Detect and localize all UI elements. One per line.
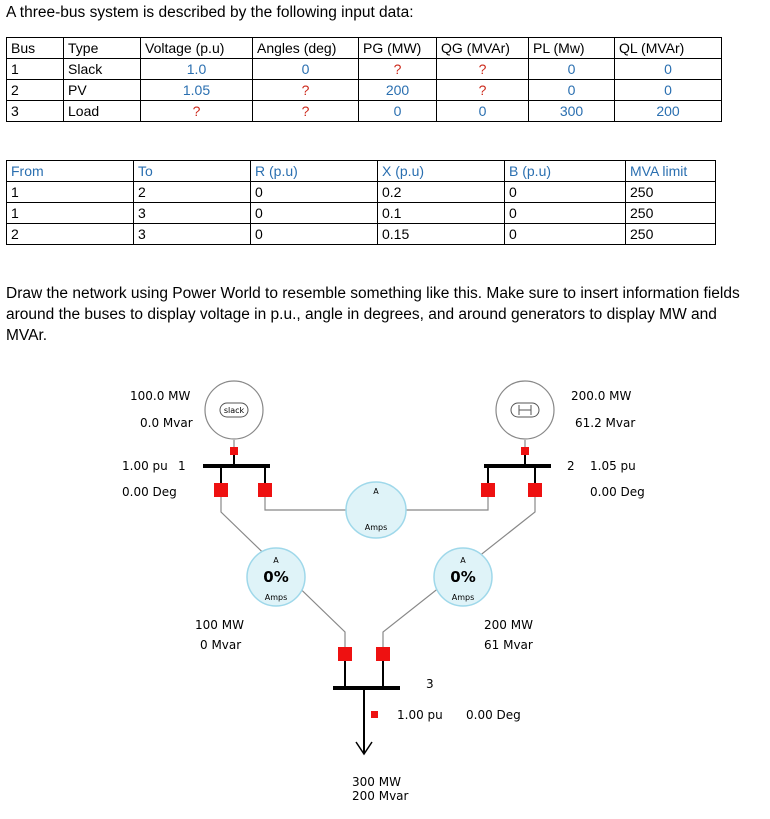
bus2-angle: 0.00 Deg [590, 485, 645, 499]
bus-2-bar [484, 464, 551, 468]
cell: ? [253, 101, 359, 122]
gen1-mvar: 0.0 Mvar [140, 416, 193, 430]
meter-letter: A [273, 556, 279, 565]
bus3-number: 3 [426, 677, 434, 691]
cell: 250 [626, 224, 716, 245]
cell: ? [141, 101, 253, 122]
cell: Slack [64, 59, 141, 80]
line23-mw: 200 MW [484, 618, 533, 632]
cell: 250 [626, 182, 716, 203]
header-r: R (p.u) [251, 161, 378, 182]
cell: ? [437, 80, 529, 101]
header-voltage: Voltage (p.u) [141, 38, 253, 59]
instructions-paragraph: Draw the network using Power World to resemble something like this. Make sure to insert information fields around the buses to display voltage in p.u., angle in degrees, and around generators to display MW and MVAr. [6, 285, 740, 344]
breaker[interactable] [376, 647, 390, 661]
cell: 0 [505, 182, 626, 203]
bus1-voltage: 1.00 pu [122, 459, 168, 473]
gen2-mvar: 61.2 Mvar [575, 416, 636, 430]
cell: 0.2 [378, 182, 505, 203]
meter-unit: Amps [264, 593, 288, 602]
bus-1-bar [203, 464, 270, 468]
line-1-3-meter [247, 548, 305, 606]
header-x: X (p.u) [378, 161, 505, 182]
cell: 2 [7, 224, 134, 245]
table-header-row [7, 161, 716, 182]
table-row [7, 203, 716, 224]
cell: 200 [359, 80, 437, 101]
intro-text: A three-bus system is described by the following input data: [6, 4, 414, 21]
line-1-2-meter [346, 482, 406, 538]
cell: 300 [529, 101, 615, 122]
breaker[interactable] [230, 447, 238, 455]
bus2-number: 2 [567, 459, 575, 473]
table-row [7, 59, 722, 80]
header-mva: MVA limit [626, 161, 716, 182]
generator-1 [205, 381, 263, 439]
header-to: To [134, 161, 251, 182]
cell: 0 [359, 101, 437, 122]
meter-letter: A [373, 487, 379, 496]
slack-label: slack [223, 406, 245, 415]
breaker[interactable] [521, 447, 529, 455]
cell: 3 [134, 224, 251, 245]
breaker[interactable] [338, 647, 352, 661]
gen2-mw: 200.0 MW [571, 389, 632, 403]
header-pl: PL (Mw) [529, 38, 615, 59]
bus-3-bar [333, 686, 400, 690]
header-qg: QG (MVAr) [437, 38, 529, 59]
header-b: B (p.u) [505, 161, 626, 182]
cell: 2 [134, 182, 251, 203]
breaker[interactable] [371, 711, 378, 718]
cell: 0 [505, 224, 626, 245]
breaker[interactable] [258, 483, 272, 497]
line-data-table [6, 160, 716, 245]
cell: 0.1 [378, 203, 505, 224]
table-row [7, 182, 716, 203]
cell: 0 [251, 224, 378, 245]
header-pg: PG (MW) [359, 38, 437, 59]
header-angles: Angles (deg) [253, 38, 359, 59]
cell: 1.05 [141, 80, 253, 101]
generator-2 [496, 381, 554, 439]
cell: 0 [253, 59, 359, 80]
meter-percent-right: 0% [450, 568, 476, 586]
bus1-angle: 0.00 Deg [122, 485, 177, 499]
header-bus: Bus [7, 38, 64, 59]
cell: 0 [529, 80, 615, 101]
cell: 2 [7, 80, 64, 101]
cell: 200 [615, 101, 722, 122]
breaker[interactable] [214, 483, 228, 497]
meter-unit: Amps [451, 593, 475, 602]
cell: PV [64, 80, 141, 101]
breaker[interactable] [528, 483, 542, 497]
header-ql: QL (MVAr) [615, 38, 722, 59]
cell: 250 [626, 203, 716, 224]
table-row [7, 224, 716, 245]
cell: 0 [437, 101, 529, 122]
gen1-mw: 100.0 MW [130, 389, 191, 403]
meter-letter: A [460, 556, 466, 565]
line13-mw: 100 MW [195, 618, 244, 632]
table-header-row [7, 38, 722, 59]
bus1-number: 1 [178, 459, 186, 473]
line23-mvar: 61 Mvar [484, 638, 533, 652]
cell: 0 [251, 203, 378, 224]
cell: Load [64, 101, 141, 122]
cell: ? [437, 59, 529, 80]
table-row [7, 101, 722, 122]
cell: 1.0 [141, 59, 253, 80]
line-2-3-meter [434, 548, 492, 606]
load-mw: 300 MW [352, 775, 401, 789]
header-type: Type [64, 38, 141, 59]
meter-percent-left: 0% [263, 568, 289, 586]
bus3-angle: 0.00 Deg [466, 708, 521, 722]
bus2-voltage: 1.05 pu [590, 459, 636, 473]
cell: 3 [134, 203, 251, 224]
cell: 0 [505, 203, 626, 224]
cell: 0 [615, 59, 722, 80]
table-row [7, 80, 722, 101]
cell: ? [359, 59, 437, 80]
bus-data-table [6, 37, 722, 122]
network-diagram [0, 360, 770, 819]
bus3-voltage: 1.00 pu [397, 708, 443, 722]
cell: 0 [615, 80, 722, 101]
cell: 1 [7, 59, 64, 80]
cell: ? [253, 80, 359, 101]
cell: 3 [7, 101, 64, 122]
cell: 1 [7, 182, 134, 203]
cell: 0 [251, 182, 378, 203]
cell: 0 [529, 59, 615, 80]
breaker[interactable] [481, 483, 495, 497]
cell: 0.15 [378, 224, 505, 245]
load-mvar: 200 Mvar [352, 789, 409, 803]
line13-mvar: 0 Mvar [200, 638, 242, 652]
meter-unit: Amps [364, 523, 388, 532]
cell: 1 [7, 203, 134, 224]
header-from: From [7, 161, 134, 182]
